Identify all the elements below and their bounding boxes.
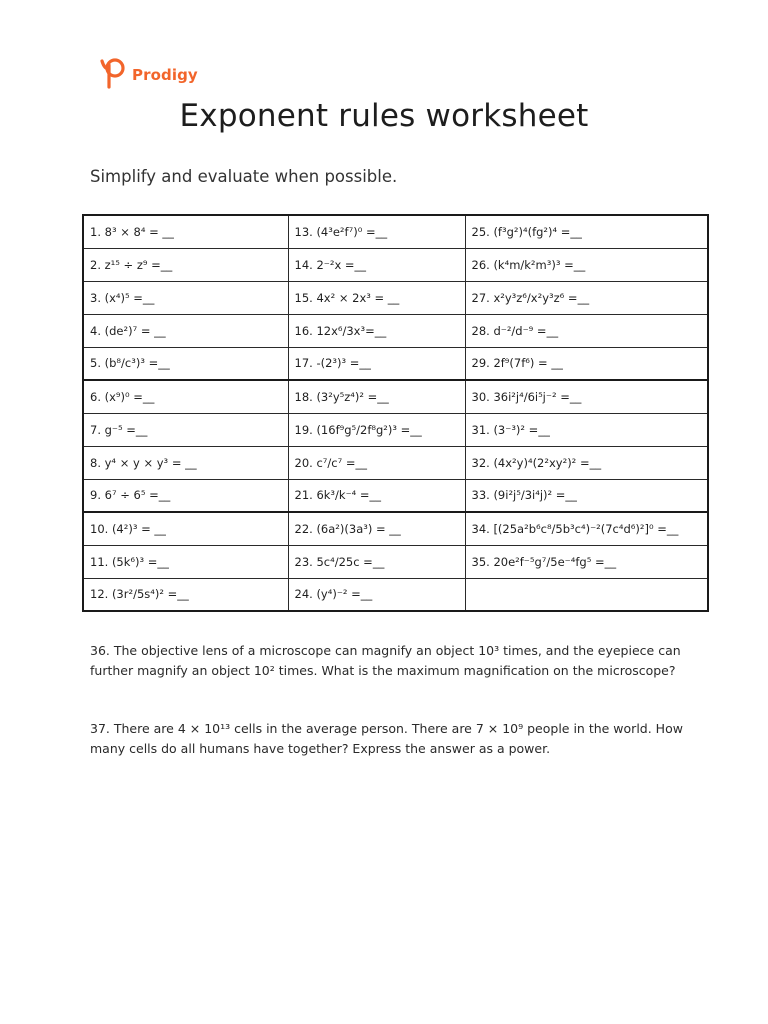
exercise-cell: 35. 20e²f⁻⁵g⁷/5e⁻⁴fg⁵ =__ xyxy=(465,545,708,578)
exercise-cell: 33. (9i²j⁵/3i⁴j)² =__ xyxy=(465,479,708,512)
exercise-cell: 16. 12x⁶/3x³=__ xyxy=(288,314,465,347)
exercise-cell: 13. (4³e²f⁷)⁰ =__ xyxy=(288,215,465,248)
exercise-cell: 21. 6k³/k⁻⁴ =__ xyxy=(288,479,465,512)
exercise-cell: 11. (5k⁶)³ =__ xyxy=(83,545,288,578)
exercise-cell: 32. (4x²y)⁴(2²xy²)² =__ xyxy=(465,446,708,479)
exercise-cell: 26. (k⁴m/k²m³)³ =__ xyxy=(465,248,708,281)
exercise-cell: 20. c⁷/c⁷ =__ xyxy=(288,446,465,479)
exercise-cell: 23. 5c⁴/25c =__ xyxy=(288,545,465,578)
table-row xyxy=(83,578,708,611)
page-title: Exponent rules worksheet xyxy=(179,98,589,134)
word-problem-37: 37. There are 4 × 10¹³ cells in the average person. There are 7 × 10⁹ people in the world. How many cells do all humans have together? Express the answer as a power. xyxy=(90,721,683,756)
exercise-cell: 1. 8³ × 8⁴ = __ xyxy=(83,215,288,248)
exercise-cell: 27. x²y³z⁶/x²y³z⁶ =__ xyxy=(465,281,708,314)
table-row xyxy=(83,512,708,545)
table-row xyxy=(83,413,708,446)
exercise-cell: 28. d⁻²/d⁻⁹ =__ xyxy=(465,314,708,347)
exercise-cell: 5. (b⁸/c³)³ =__ xyxy=(83,347,288,380)
brand-name: Prodigy xyxy=(132,66,198,84)
exercise-cell: 19. (16f⁹g⁵/2f⁸g²)³ =__ xyxy=(288,413,465,446)
exercise-cell: 14. 2⁻²x =__ xyxy=(288,248,465,281)
exercise-cell: 31. (3⁻³)² =__ xyxy=(465,413,708,446)
exercise-cell: 24. (y⁴)⁻² =__ xyxy=(288,578,465,611)
table-row xyxy=(83,446,708,479)
exercise-cell: 10. (4²)³ = __ xyxy=(83,512,288,545)
instructions: Simplify and evaluate when possible. xyxy=(90,167,398,186)
exercise-cell xyxy=(465,578,708,611)
exercise-cell: 4. (de²)⁷ = __ xyxy=(83,314,288,347)
table-row xyxy=(83,248,708,281)
exercise-cell: 17. -(2³)³ =__ xyxy=(288,347,465,380)
exercise-cell: 8. y⁴ × y × y³ = __ xyxy=(83,446,288,479)
exercise-cell: 22. (6a²)(3a³) = __ xyxy=(288,512,465,545)
exercise-cell: 30. 36i²j⁴/6i⁵j⁻² =__ xyxy=(465,380,708,413)
exercise-table xyxy=(82,214,709,612)
table-row xyxy=(83,347,708,380)
exercise-cell: 9. 6⁷ ÷ 6⁵ =__ xyxy=(83,479,288,512)
exercise-cell: 3. (x⁴)⁵ =__ xyxy=(83,281,288,314)
table-row xyxy=(83,215,708,248)
exercise-cell: 6. (x⁹)⁰ =__ xyxy=(83,380,288,413)
exercise-cell: 2. z¹⁵ ÷ z⁹ =__ xyxy=(83,248,288,281)
exercise-cell: 12. (3r²/5s⁴)² =__ xyxy=(83,578,288,611)
exercise-cell: 18. (3²y⁵z⁴)² =__ xyxy=(288,380,465,413)
table-row xyxy=(83,314,708,347)
word-problem-36: 36. The objective lens of a microscope can magnify an object 10³ times, and the eyepiece can further magnify an object 10² times. What is the maximum magnification on the microscope? xyxy=(90,643,681,678)
exercise-cell: 15. 4x² × 2x³ = __ xyxy=(288,281,465,314)
table-row xyxy=(83,479,708,512)
brand-logo xyxy=(98,56,198,94)
exercise-cell: 29. 2f⁹(7f⁶) = __ xyxy=(465,347,708,380)
prodigy-logo-icon xyxy=(98,56,128,94)
table-row xyxy=(83,380,708,413)
exercise-cell: 25. (f³g²)⁴(fg²)⁴ =__ xyxy=(465,215,708,248)
table-row xyxy=(83,545,708,578)
table-row xyxy=(83,281,708,314)
exercise-cell: 34. [(25a²b⁶c⁸/5b³c⁴)⁻²(7c⁴d⁶)²]⁰ =__ xyxy=(465,512,708,545)
exercise-cell: 7. g⁻⁵ =__ xyxy=(83,413,288,446)
